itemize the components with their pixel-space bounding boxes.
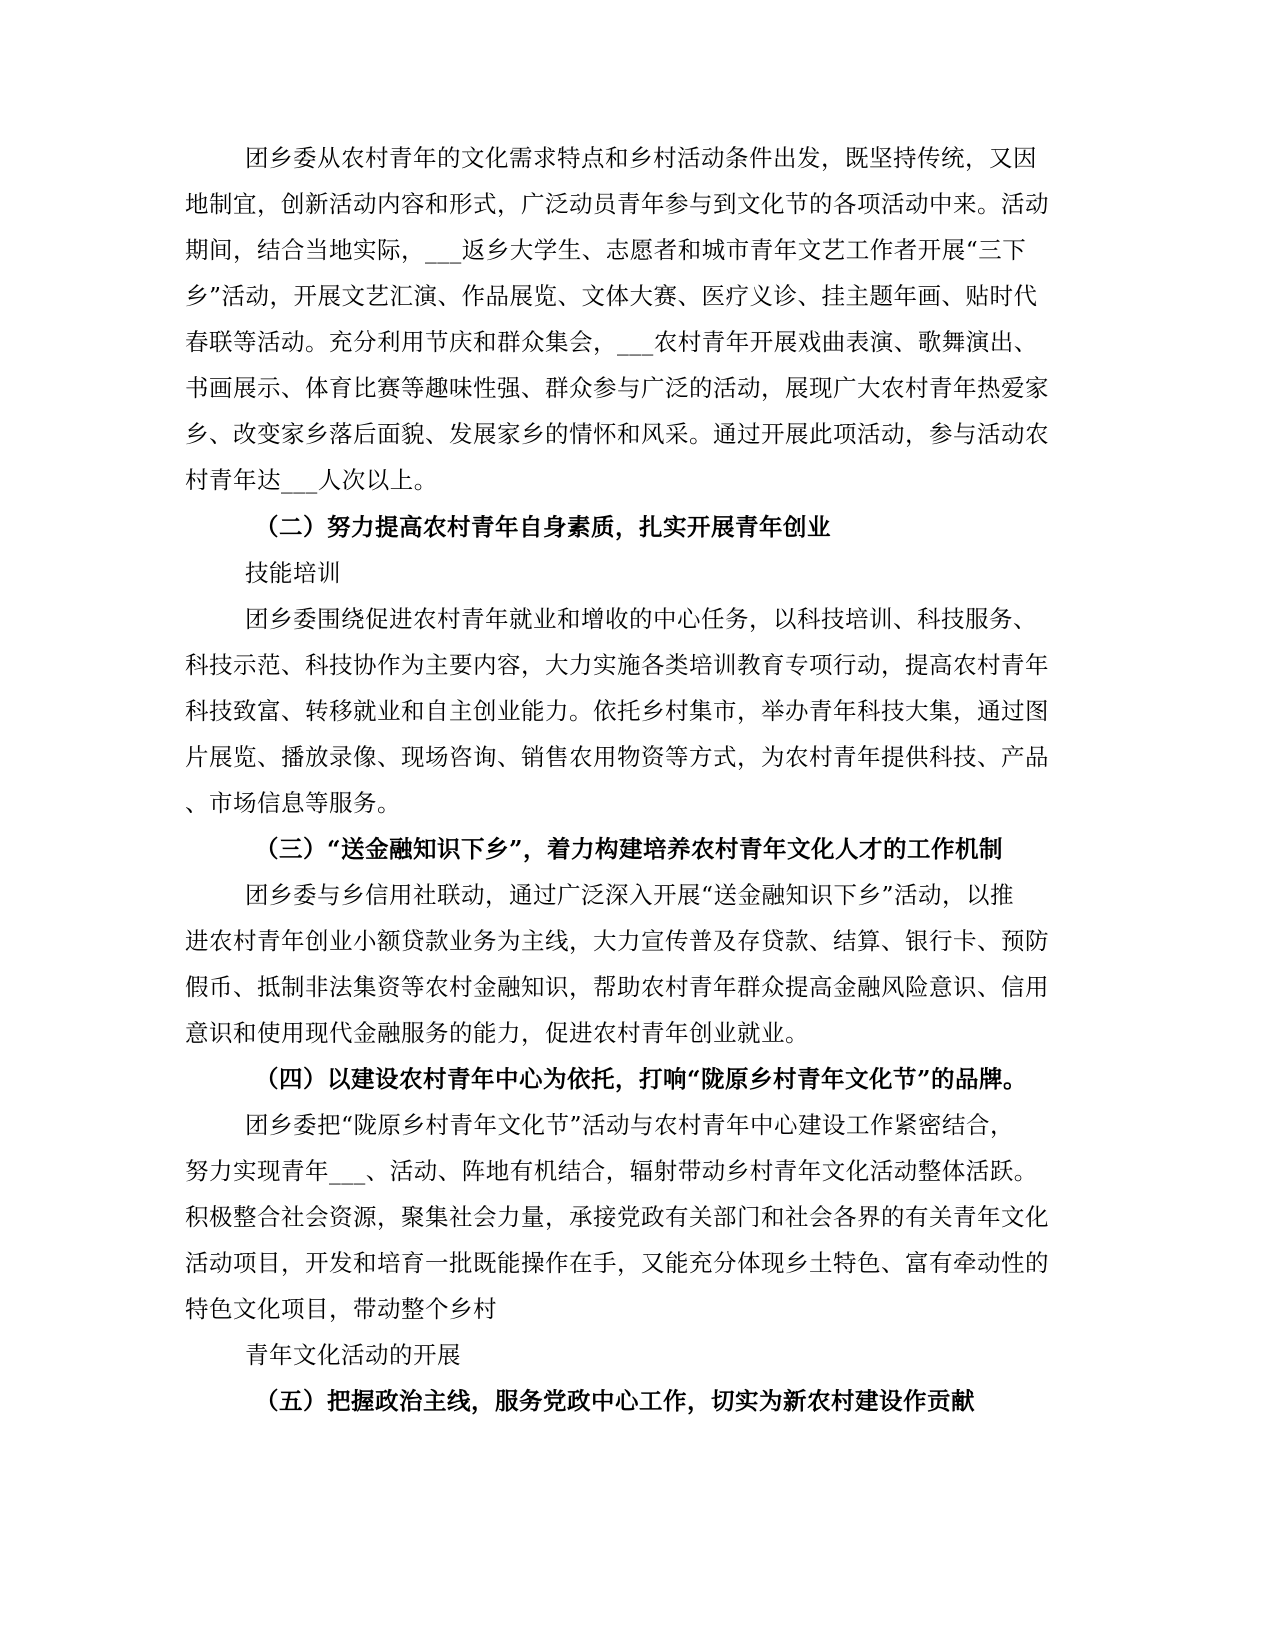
paragraph-line: 科技致富、转移就业和自主创业能力。依托乡村集市，举办青年科技大集，通过图: [185, 697, 1049, 725]
paragraph-line: 特色文化项目，带动整个乡村: [185, 1295, 497, 1323]
paragraph-line: 假币、抵制非法集资等农村金融知识，帮助农村青年群众提高金融风险意识、信用: [185, 973, 1049, 1001]
paragraph-line: 村青年达___人次以上。: [185, 466, 438, 494]
section-heading: （三）“送金融知识下乡”，着力构建培养农村青年文化人才的工作机制: [255, 835, 1004, 863]
paragraph-line: 书画展示、体育比赛等趣味性强、群众参与广泛的活动，展现广大农村青年热爱家: [185, 374, 1049, 402]
section-heading: （五）把握政治主线，服务党政中心工作，切实为新农村建设作贡献: [255, 1387, 975, 1415]
paragraph-line: 片展览、播放录像、现场咨询、销售农用物资等方式，为农村青年提供科技、产品: [185, 743, 1049, 771]
paragraph-line: 期间，结合当地实际，___返乡大学生、志愿者和城市青年文艺工作者开展“三下: [185, 236, 1027, 264]
paragraph-line: 青年文化活动的开展: [245, 1341, 461, 1369]
paragraph-line: 科技示范、科技协作为主要内容，大力实施各类培训教育专项行动，提高农村青年: [185, 651, 1049, 679]
paragraph-line: 努力实现青年___、活动、阵地有机结合，辐射带动乡村青年文化活动整体活跃。: [185, 1157, 1038, 1185]
paragraph-line: 团乡委与乡信用社联动，通过广泛深入开展“送金融知识下乡”活动，以推: [245, 881, 1015, 909]
paragraph-line: 意识和使用现代金融服务的能力，促进农村青年创业就业。: [185, 1019, 809, 1047]
paragraph-line: 、市场信息等服务。: [185, 789, 401, 817]
section-heading: （四）以建设农村青年中心为依托，打响“陇原乡村青年文化节”的品牌。: [255, 1065, 1028, 1093]
paragraph-line: 团乡委围绕促进农村青年就业和增收的中心任务，以科技培训、科技服务、: [245, 605, 1037, 633]
paragraph-line: 积极整合社会资源，聚集社会力量，承接党政有关部门和社会各界的有关青年文化: [185, 1203, 1049, 1231]
paragraph-line: 团乡委从农村青年的文化需求特点和乡村活动条件出发，既坚持传统，又因: [245, 144, 1037, 172]
paragraph-line: 团乡委把“陇原乡村青年文化节”活动与农村青年中心建设工作紧密结合，: [245, 1111, 1015, 1139]
section-heading: （二）努力提高农村青年自身素质，扎实开展青年创业: [255, 513, 831, 541]
paragraph-line: 活动项目，开发和培育一批既能操作在手，又能充分体现乡土特色、富有牵动性的: [185, 1249, 1049, 1277]
paragraph-line: 技能培训: [245, 559, 341, 587]
paragraph-line: 乡、改变家乡落后面貌、发展家乡的情怀和风采。通过开展此项活动，参与活动农: [185, 420, 1049, 448]
paragraph-line: 地制宜，创新活动内容和形式，广泛动员青年参与到文化节的各项活动中来。活动: [185, 190, 1049, 218]
paragraph-line: 春联等活动。充分利用节庆和群众集会，___农村青年开展戏曲表演、歌舞演出、: [185, 328, 1038, 356]
paragraph-line: 乡”活动，开展文艺汇演、作品展览、文体大赛、医疗义诊、挂主题年画、贴时代: [185, 282, 1038, 310]
paragraph-line: 进农村青年创业小额贷款业务为主线，大力宣传普及存贷款、结算、银行卡、预防: [185, 927, 1049, 955]
